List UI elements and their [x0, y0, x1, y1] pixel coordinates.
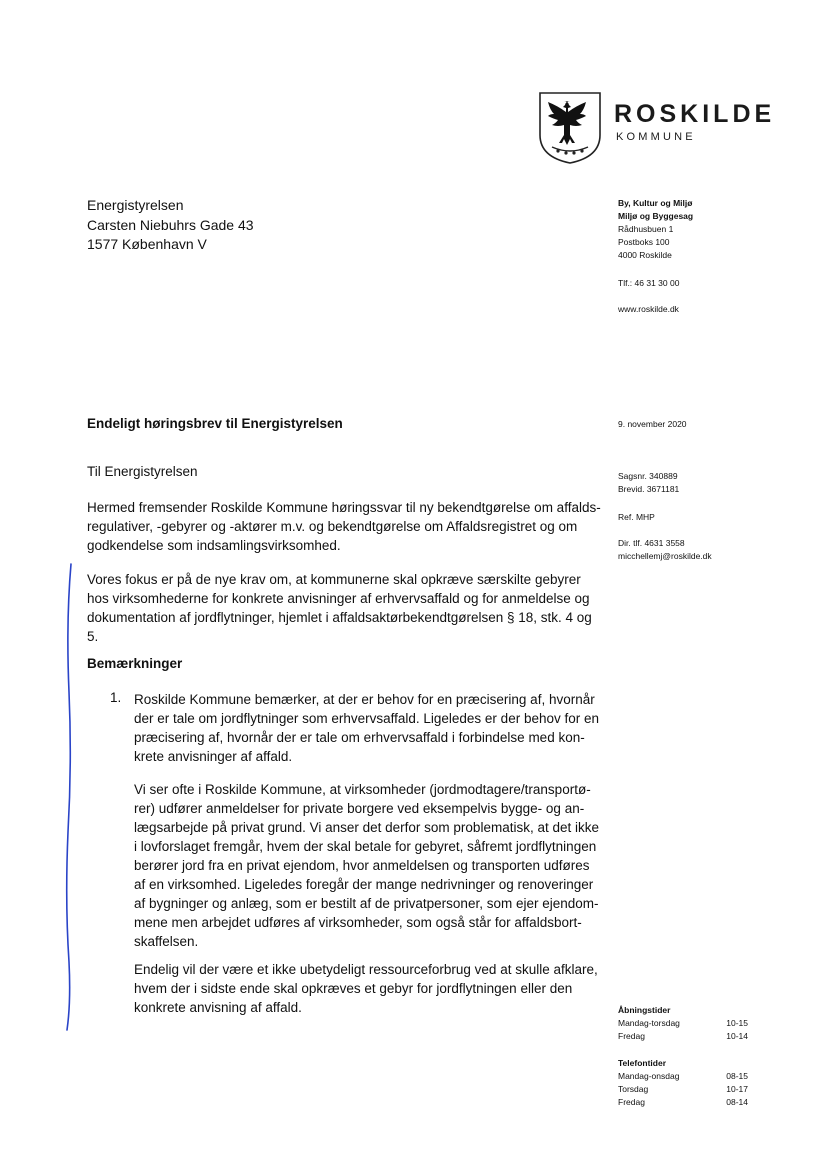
recipient-line: 1577 København V [87, 236, 207, 252]
intro-paragraph [87, 498, 601, 555]
eagle-crest-icon [538, 91, 602, 165]
margin-mark [62, 562, 74, 1032]
text-line: konkrete anvisning af affald. [134, 1000, 302, 1015]
list-number: 1. [110, 690, 122, 705]
hours-day: Mandag-onsdag [618, 1071, 680, 1081]
hours-time: 10-15 [726, 1018, 748, 1028]
text-line: mene men arbejdet udføres af virksomheder, som også står for affaldsbort- [134, 915, 582, 930]
text-line: Vi ser ofte i Roskilde Kommune, at virksomheder (jordmodtagere/transportø- [134, 782, 591, 797]
hours-row [618, 1030, 748, 1043]
hours-day: Fredag [618, 1097, 645, 1107]
text-line: af bygninger og anlæg, som er bestilt af de privatpersoner, som ejer ejendom- [134, 896, 599, 911]
hours-row [618, 1070, 748, 1083]
sender-section: Miljø og Byggesag [618, 211, 694, 221]
letter-date: 9. november 2020 [618, 419, 687, 429]
text-line: dokumentation af jordflytninger, hjemlet i affaldsaktørbekendtgørelsen § 18, stk. 4 og [87, 610, 592, 625]
hours-time: 10-17 [726, 1084, 748, 1094]
sender-phone: Tlf.: 46 31 30 00 [618, 278, 680, 288]
sender-pobox: Postboks 100 [618, 237, 670, 247]
sender-address [618, 197, 693, 262]
text-line: regulativer, -gebyrer og -aktører m.v. og bekendtgørelse om Affaldsregistret og om [87, 519, 578, 534]
recipient-line: Energistyrelsen [87, 197, 184, 213]
text-line: skaffelsen. [134, 934, 199, 949]
phone-hours [618, 1058, 748, 1109]
sender-department: By, Kultur og Miljø [618, 198, 693, 208]
remark-paragraph-1 [134, 690, 604, 766]
brand-name: ROSKILDE [614, 100, 776, 128]
text-line: hvem der i sidste ende skal opkræves et gebyr for jordflytningen eller den [134, 981, 573, 996]
sender-city: 4000 Roskilde [618, 250, 672, 260]
remark-paragraph-2 [134, 780, 604, 951]
hours-time: 08-15 [726, 1071, 748, 1081]
hours-row [618, 1096, 748, 1109]
text-line: Endelig vil der være et ikke ubetydeligt ressourceforbrug ved at skulle afklare, [134, 962, 598, 977]
text-line: krete anvisninger af affald. [134, 749, 293, 764]
text-line: Roskilde Kommune bemærker, at der er behov for en præcisering af, hvornår [134, 692, 595, 707]
case-info [618, 470, 679, 496]
text-line: hos virksomhederne for konkrete anvisninger af erhvervsaffald og for anmeldelse og [87, 591, 590, 606]
letter-id: Brevid. 3671181 [618, 484, 680, 494]
case-number: Sagsnr. 340889 [618, 471, 678, 481]
opening-hours [618, 1005, 748, 1043]
phone-hours-title: Telefontider [618, 1058, 667, 1068]
text-line: der er tale om jordflytninger som erhvervsaffald. Ligeledes er der behov for en [134, 711, 599, 726]
hours-day: Fredag [618, 1031, 645, 1041]
letter-subject: Endeligt høringsbrev til Energistyrelsen [87, 416, 343, 431]
text-line: rer) udfører anmeldelser for private borgere ved eksempelvis bygge- og an- [134, 801, 585, 816]
text-line: berører jord fra en privat ejendom, hvor anmeldelsen og transporten udføres [134, 858, 590, 873]
hours-row [618, 1083, 748, 1096]
text-line: godkendelse som indsamlingsvirksomhed. [87, 538, 341, 553]
sender-web-link[interactable]: www.roskilde.dk [618, 304, 679, 314]
opening-hours-title: Åbningstider [618, 1005, 671, 1015]
text-line: lægsarbejde på privat grund. Vi anser det derfor som problematisk, at det ikke [134, 820, 599, 835]
hours-day: Mandag-torsdag [618, 1018, 680, 1028]
text-line: 5. [87, 629, 99, 644]
remarks-heading: Bemærkninger [87, 656, 183, 671]
text-line: af en virksomhed. Ligeledes foregår der mange nedrivninger og renoveringer [134, 877, 594, 892]
recipient-address [87, 196, 254, 255]
text-line: præcisering af, hvornår der er tale om erhvervsaffald i forbindelse med kon- [134, 730, 585, 745]
sender-street: Rådhusbuen 1 [618, 224, 674, 234]
text-line: i lovforslaget fremgår, hvem der skal betale for gebyret, såfremt jordflytningen [134, 839, 597, 854]
salutation: Til Energistyrelsen [87, 464, 198, 479]
brand-subtitle: KOMMUNE [616, 131, 696, 143]
reference: Ref. MHP [618, 512, 655, 522]
recipient-line: Carsten Niebuhrs Gade 43 [87, 216, 254, 233]
email-link[interactable]: micchellemj@roskilde.dk [618, 551, 712, 561]
hours-time: 08-14 [726, 1097, 748, 1107]
focus-paragraph [87, 570, 597, 646]
direct-phone: Dir. tlf. 4631 3558 [618, 538, 685, 548]
hours-day: Torsdag [618, 1084, 649, 1094]
text-line: Hermed fremsender Roskilde Kommune høringssvar til ny bekendtgørelse om affalds- [87, 500, 601, 515]
contact-info [618, 537, 712, 563]
hours-time: 10-14 [726, 1031, 748, 1041]
text-line: Vores fokus er på de nye krav om, at kommunerne skal opkræve særskilte gebyrer [87, 572, 581, 587]
remark-paragraph-3 [134, 960, 604, 1017]
hours-row [618, 1017, 748, 1030]
